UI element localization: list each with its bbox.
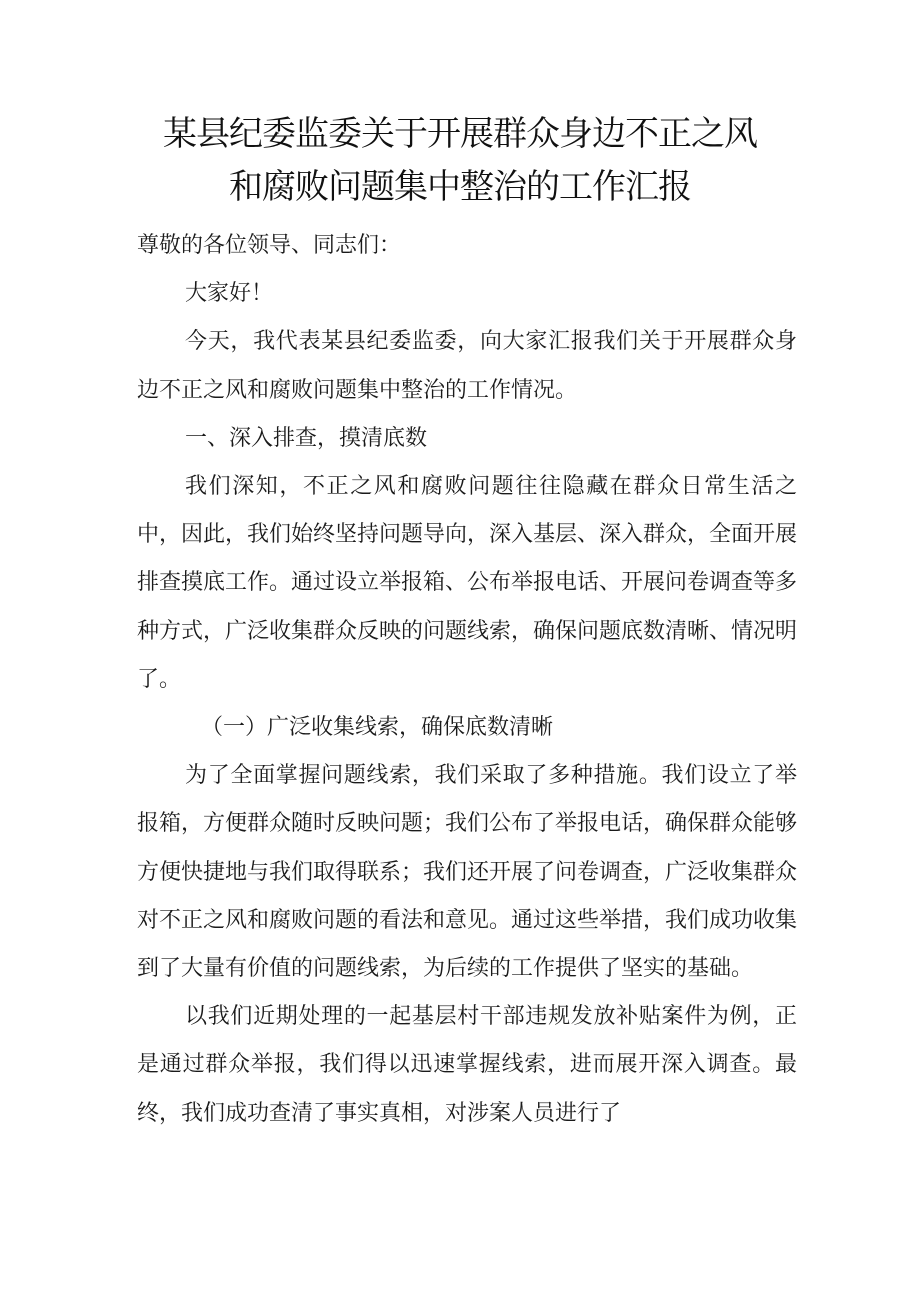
document-title-line-2: 和腐败问题集中整治的工作汇报 bbox=[229, 167, 691, 207]
greeting: 大家好！ bbox=[185, 281, 274, 307]
subsection-heading: （一）广泛收集线索，确保底数清晰 bbox=[201, 715, 554, 741]
body-paragraph: 以我们近期处理的一起基层村干部违规发放补贴案件为例，正是通过群众举报，我们得以迅速掌握线索，进而展开深入调查。最终，我们成功查清了事实真相，对涉案人员进行了 bbox=[137, 1004, 797, 1126]
document-title-line-1: 某县纪委监委关于开展群众身边不正之风 bbox=[163, 114, 757, 154]
body-paragraph: 我们深知，不正之风和腐败问题往往隐藏在群众日常生活之中，因此，我们始终坚持问题导向，深入基层、深入群众，全面开展排查摸底工作。通过设立举报箱、公布举报电话、开展问卷调查等多种方式，广泛收集群众反映的问题线索，确保问题底数清晰、情况明了。 bbox=[137, 474, 798, 692]
document-body bbox=[137, 222, 797, 1138]
body-paragraph: 为了全面掌握问题线索，我们采取了多种措施。我们设立了举报箱，方便群众随时反映问题；我们公布了举报电话，确保群众能够方便快捷地与我们取得联系；我们还开展了问卷调查，广泛收集群众对不正之风和腐败问题的看法和意见。通过这些举措，我们成功收集到了大量有价值的问题线索，为后续的工作提供了坚实的基础。 bbox=[137, 763, 798, 982]
salutation: 尊敬的各位领导、同志们： bbox=[137, 233, 402, 258]
intro-paragraph: 今天，我代表某县纪委监委，向大家汇报我们关于开展群众身边不正之风和腐败问题集中整治的工作情况。 bbox=[137, 329, 797, 403]
section-heading: 一、深入排查，摸清底数 bbox=[185, 425, 428, 451]
